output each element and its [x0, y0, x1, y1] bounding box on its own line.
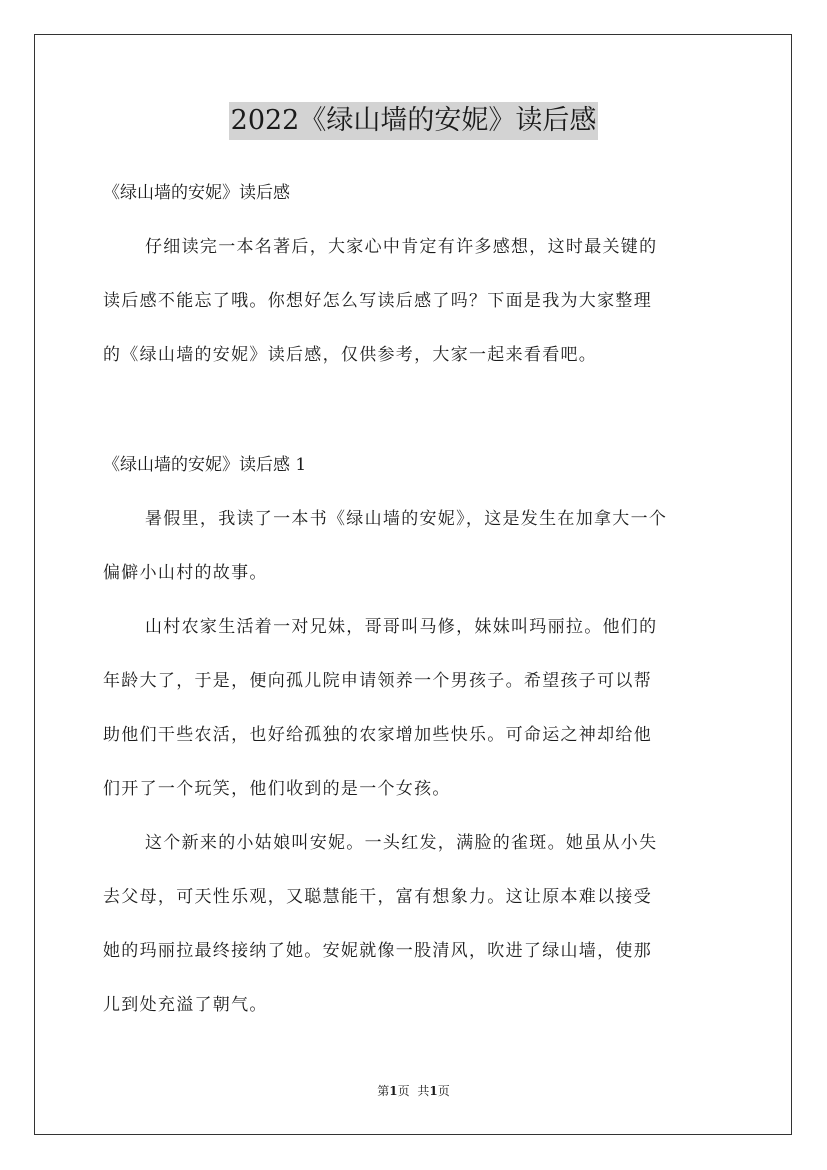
footer-total-number: 1: [429, 1084, 438, 1098]
footer-page-number: 1: [389, 1084, 398, 1098]
paragraph-line: 去父母，可天性乐观，又聪慧能干，富有想象力。这让原本难以接受: [103, 887, 652, 907]
section-heading: 《绿山墙的安妮》读后感 1: [103, 455, 307, 475]
paragraph-1: [103, 506, 729, 614]
paragraph-3: [103, 830, 729, 1046]
paragraph-line: 们开了一个玩笑，他们收到的是一个女孩。: [103, 779, 451, 799]
paragraph-line: 读后感不能忘了哦。你想好怎么写读后感了吗？下面是我为大家整理: [103, 291, 652, 311]
paragraph-line: 山村农家生活着一对兄妹，哥哥叫马修，妹妹叫玛丽拉。他们的: [145, 617, 658, 637]
title-container: [0, 102, 827, 140]
footer-total-prefix: 共: [417, 1084, 430, 1098]
paragraph-line: 年龄大了，于是，便向孤儿院申请领养一个男孩子。希望孩子可以帮: [103, 671, 652, 691]
footer-page-prefix: 第: [377, 1084, 390, 1098]
paragraph-line: 这个新来的小姑娘叫安妮。一头红发，满脸的雀斑。她虽从小失: [145, 833, 658, 853]
paragraph-line: 助他们干些农活，也好给孤独的农家增加些快乐。可命运之神却给他: [103, 725, 652, 745]
paragraph-line: 儿到处充溢了朝气。: [103, 995, 268, 1015]
paragraph-line: 仔细读完一本名著后，大家心中肯定有许多感想，这时最关键的: [145, 237, 658, 257]
paragraph-line: 的《绿山墙的安妮》读后感，仅供参考，大家一起来看看吧。: [103, 345, 598, 365]
page-footer: [0, 1082, 827, 1100]
document-title: 2022《绿山墙的安妮》读后感: [229, 102, 599, 140]
paragraph-line: 暑假里，我读了一本书《绿山墙的安妮》，这是发生在加拿大一个: [145, 509, 668, 529]
footer-total-suffix: 页: [437, 1084, 450, 1098]
paragraph-line: 她的玛丽拉最终接纳了她。安妮就像一股清风，吹进了绿山墙，使那: [103, 941, 652, 961]
footer-page-suffix: 页: [397, 1084, 410, 1098]
paragraph-line: 偏僻小山村的故事。: [103, 563, 268, 583]
paragraph-2: [103, 614, 729, 830]
document-subtitle: 《绿山墙的安妮》读后感: [103, 183, 290, 203]
intro-paragraph: [103, 234, 729, 396]
